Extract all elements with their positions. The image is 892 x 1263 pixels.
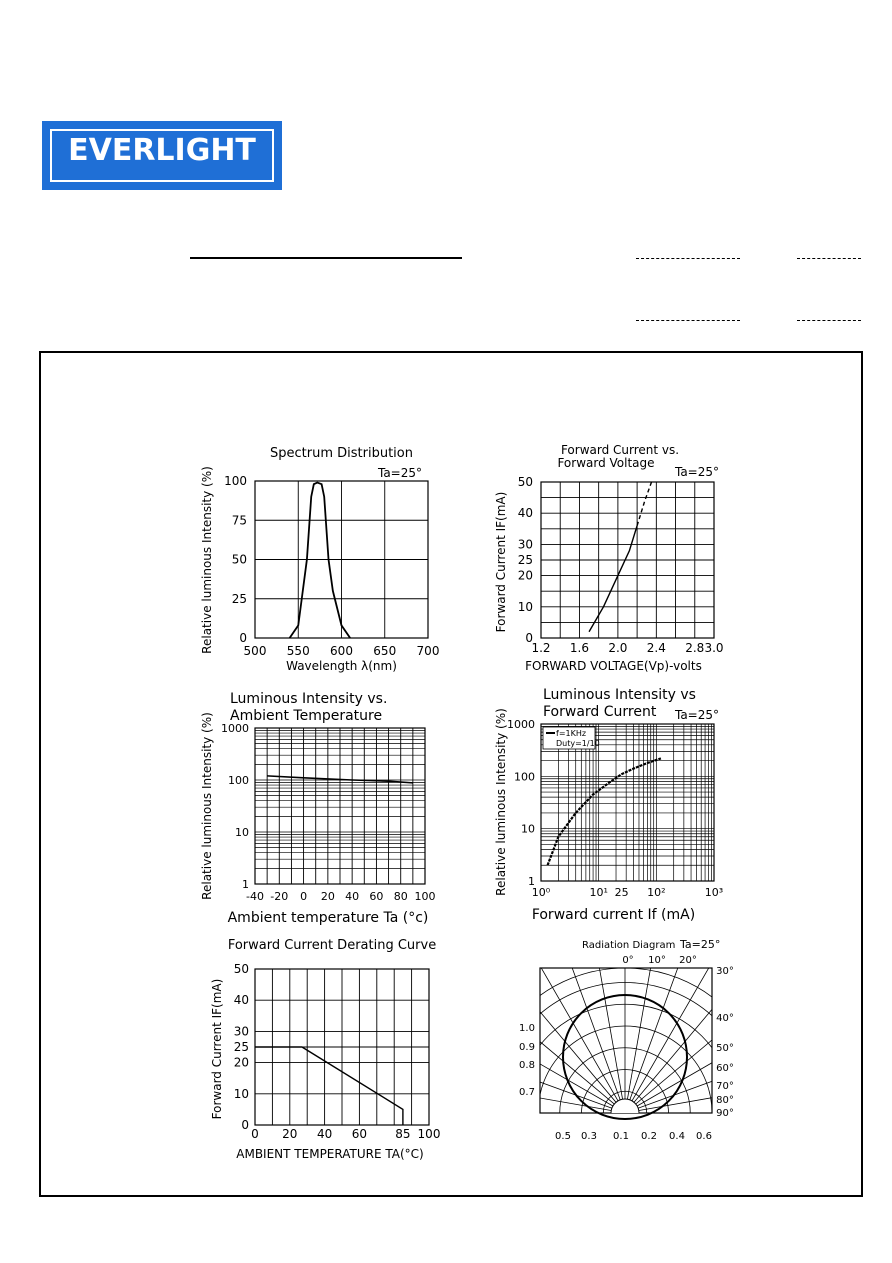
chart-intensity-vs-temp [200, 691, 436, 926]
fvc-xtick-label: 2.0 [608, 641, 628, 655]
derating-series-line [255, 1047, 403, 1125]
ivt-xlabel: Ambient temperature Ta (°c) [227, 910, 429, 926]
spectrum-ytick-label: 75 [231, 513, 247, 528]
derating-ytick-label: 20 [233, 1055, 249, 1070]
fvc-ytick-label: 30 [517, 537, 533, 552]
derating-xtick-label: 85 [395, 1127, 411, 1141]
ivc-xlabel: Forward current If (mA) [531, 907, 696, 923]
derating-xtick-label: 100 [417, 1127, 441, 1141]
radiation-angle-label: 30° [716, 966, 734, 977]
derating-ytick-label: 10 [233, 1086, 249, 1101]
derating-ytick-label: 25 [233, 1040, 249, 1054]
fvc-series-line [589, 526, 637, 632]
ivc-title-line-2: Forward Current [543, 704, 657, 720]
fvc-ytick-label: 10 [517, 599, 533, 614]
radiation-angle-label: 40° [716, 1013, 734, 1024]
radiation-bottom-label: 0.4 [669, 1131, 685, 1142]
ivc-xtick-label: 10² [647, 886, 666, 899]
fvc-xtick-label: 2.4 [646, 641, 666, 655]
spectrum-ytick-label: 50 [231, 552, 247, 567]
spectrum-xtick-label: 650 [373, 644, 397, 658]
fvc-title-line-1: Forward Current vs. [560, 443, 680, 457]
derating-ytick-label: 40 [233, 993, 249, 1008]
derating-xtick-label: 0 [251, 1127, 259, 1141]
radiation-angle-label: 20° [679, 955, 697, 966]
spectrum-condition: Ta=25° [377, 466, 423, 480]
derating-title: Forward Current Derating Curve [227, 938, 437, 953]
ivc-xtick-label: 10⁰ [531, 886, 551, 899]
radiation-bottom-label: 0.1 [613, 1131, 629, 1142]
radiation-radial-label: 0.7 [519, 1087, 535, 1098]
derating-ytick-label: 50 [233, 962, 249, 976]
ivc-condition: Ta=25° [674, 708, 720, 722]
spectrum-ytick-label: 0 [239, 631, 247, 645]
ivc-ylabel: Relative luminous Intensity (%) [494, 708, 508, 896]
fvc-xtick-label: 1.6 [569, 641, 589, 655]
fvc-xtick-label: 1.2 [531, 641, 551, 655]
ivt-xtick-label: 100 [414, 890, 436, 903]
derating-xtick-label: 60 [351, 1127, 368, 1141]
spectrum-xtick-label: 600 [330, 644, 353, 658]
radiation-radial-label: 1.0 [519, 1023, 535, 1034]
fvc-ytick-label: 20 [517, 568, 533, 583]
radiation-condition: Ta=25° [680, 938, 721, 951]
ivt-ylabel: Relative luminous Intensity (%) [200, 712, 214, 900]
chart-intensity-vs-current [494, 687, 723, 923]
ivt-xtick-label: 60 [369, 890, 384, 903]
derating-ylabel: Forward Current IF(mA) [210, 978, 224, 1120]
ivc-ytick-label: 1000 [507, 718, 535, 731]
ivc-ytick-label: 10 [521, 822, 535, 836]
radiation-radial-label: 0.9 [519, 1042, 535, 1053]
fvc-ytick-label: 40 [517, 506, 533, 521]
fvc-ytick-label: 50 [517, 475, 533, 489]
radiation-angle-label: 0° [622, 955, 634, 966]
radiation-bottom-label: 0.2 [641, 1131, 657, 1142]
radiation-angle-label: 60° [716, 1063, 734, 1074]
ivc-legend-line-1: f=1KHz [556, 729, 587, 738]
radiation-spoke [593, 931, 623, 1101]
fvc-title-line-2: Forward Voltage [557, 456, 655, 470]
fvc-ylabel: Forward Current IF(mA) [494, 491, 508, 633]
radiation-spoke [506, 971, 617, 1104]
ivc-title-line-1: Luminous Intensity vs [543, 687, 696, 703]
radiation-grid [440, 928, 810, 1258]
ivt-xtick-label: 40 [345, 890, 360, 903]
spectrum-xtick-label: 500 [243, 644, 267, 658]
ivt-title-line-1: Luminous Intensity vs. [230, 691, 388, 707]
chart-spectrum [200, 446, 439, 673]
derating-ytick-label: 0 [241, 1118, 249, 1132]
spectrum-ylabel: Relative luminous Intensity (%) [200, 466, 214, 654]
radiation-angle-label: 90° [716, 1108, 734, 1119]
fvc-ytick-label: 25 [517, 553, 533, 567]
fvc-xlabel: FORWARD VOLTAGE(Vp)-volts [525, 659, 702, 673]
ivc-xtick-label: 25 [614, 886, 629, 899]
derating-ytick-label: 30 [233, 1024, 249, 1039]
ivt-xtick-label: 0 [300, 890, 308, 903]
ivt-ytick-label: 10 [235, 826, 249, 839]
radiation-spoke [483, 994, 616, 1105]
spectrum-title: Spectrum Distribution [270, 446, 413, 461]
ivt-xtick-label: 80 [393, 890, 408, 903]
radiation-angle-label: 50° [716, 1043, 734, 1054]
ivc-ytick-label: 100 [514, 770, 535, 784]
derating-xtick-label: 40 [316, 1127, 333, 1141]
radiation-angle-label: 80° [716, 1095, 734, 1106]
fvc-xtick-label: 2.8 [685, 641, 705, 655]
radiation-spoke [634, 994, 767, 1105]
ivc-xtick-label: 10¹ [589, 886, 608, 899]
radiation-bottom-label: 0.5 [555, 1131, 571, 1142]
radiation-title: Radiation Diagram [582, 940, 676, 951]
radiation-angle-label: 70° [716, 1081, 734, 1092]
ivt-xtick-label: 20 [320, 890, 335, 903]
fvc-series-line [637, 482, 651, 526]
derating-xtick-label: 20 [282, 1127, 298, 1141]
ivt-xtick-label: -20 [270, 890, 289, 903]
radiation-bottom-label: 0.3 [581, 1131, 597, 1142]
spectrum-ytick-label: 25 [231, 591, 247, 606]
logo-text: EVERLIGHT [68, 133, 256, 168]
ivc-ytick-label: 1 [528, 875, 535, 888]
ivt-title-line-2: Ambient Temperature [230, 708, 383, 724]
ivt-xtick-label: -40 [246, 890, 264, 903]
ivt-ytick-label: 1 [242, 878, 249, 891]
fvc-ytick-label: 0 [525, 631, 533, 645]
spectrum-xtick-label: 550 [286, 644, 310, 658]
spectrum-xlabel: Wavelength λ(nm) [286, 659, 397, 673]
ivc-xtick-label: 10³ [704, 886, 724, 899]
spectrum-ytick-label: 100 [224, 474, 247, 488]
ivc-legend-line-2: Duty=1/10 [556, 739, 600, 748]
ivt-ytick-label: 100 [228, 774, 249, 787]
radiation-radial-label: 0.8 [519, 1060, 535, 1071]
ivt-ytick-label: 1000 [221, 722, 249, 735]
spectrum-xtick-label: 700 [416, 644, 440, 658]
radiation-angle-label: 10° [648, 955, 666, 966]
chart-radiation [440, 928, 810, 1258]
fvc-xtick-label: 3.0 [704, 641, 724, 655]
fvc-condition: Ta=25° [674, 465, 720, 479]
radiation-bottom-label: 0.6 [696, 1131, 712, 1142]
derating-xlabel: AMBIENT TEMPERATURE TA(°C) [236, 1147, 424, 1161]
chart-fwd-current-voltage [494, 443, 724, 673]
chart-derating [210, 938, 440, 1161]
